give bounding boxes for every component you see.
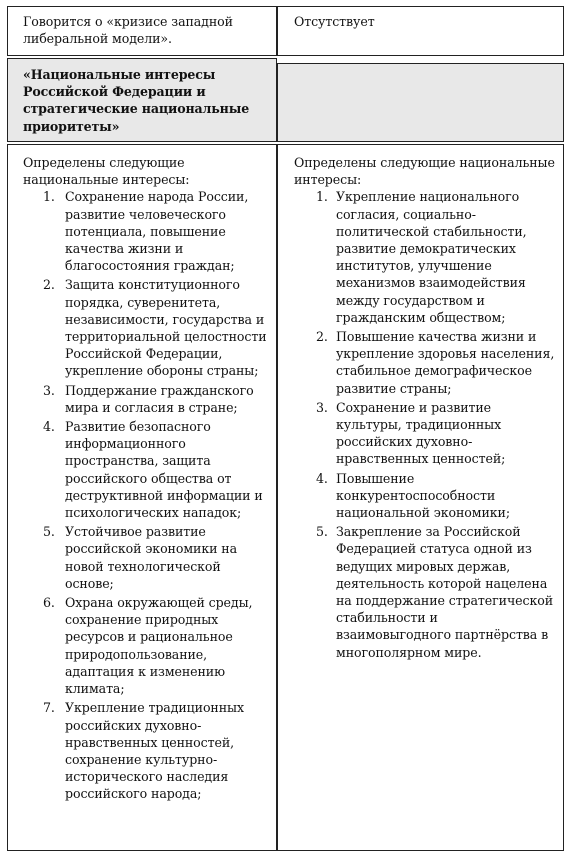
item-number: 6. bbox=[43, 595, 55, 611]
list-item bbox=[23, 699, 271, 802]
left-interests-list bbox=[23, 188, 271, 802]
list-item bbox=[294, 188, 556, 326]
right-intro: Определены следующие национальные интересы: bbox=[294, 155, 555, 188]
list-item bbox=[23, 188, 271, 274]
list-item bbox=[23, 276, 271, 379]
item-number: 4. bbox=[43, 419, 55, 435]
right-interests-block bbox=[294, 154, 556, 663]
item-text: Закрепление за Российской Федерацией статуса одной из ведущих мировых держав, деятельность которой нацелена на поддержание стратегической стабильности и взаимовыгодного партнёрства в многополярном мире. bbox=[336, 524, 554, 660]
item-number: 5. bbox=[43, 524, 55, 540]
item-number: 1. bbox=[316, 189, 328, 205]
list-item bbox=[294, 470, 556, 522]
list-item bbox=[294, 523, 556, 661]
row1-right-text: Отсутствует bbox=[294, 14, 375, 29]
row1-left-cell bbox=[7, 6, 277, 56]
list-item bbox=[23, 382, 271, 416]
item-number: 2. bbox=[43, 277, 55, 293]
item-text: Устойчивое развитие российской экономики на новой технологической основе; bbox=[65, 524, 237, 591]
list-item bbox=[294, 399, 556, 468]
section-heading: «Национальные интересы Российской Федерации и стратегические национальные приоритеты» bbox=[23, 67, 250, 134]
item-number: 7. bbox=[43, 700, 55, 716]
item-text: Укрепление традиционных российских духовно-нравственных ценностей, сохранение культурно-исторического наследия российского народа; bbox=[65, 700, 244, 802]
row3-right-cell bbox=[277, 144, 564, 851]
list-item bbox=[23, 523, 271, 592]
item-text: Развитие безопасного информационного пространства, защита российского общества от деструктивной информации и психологических нападок; bbox=[65, 419, 263, 521]
item-number: 3. bbox=[316, 399, 328, 415]
item-text: Сохранение и развитие культуры, традиционных российских духовно-нравственных ценностей; bbox=[336, 399, 506, 467]
item-number: 5. bbox=[316, 524, 328, 540]
list-item bbox=[23, 594, 271, 697]
item-text: Защита конституционного порядка, суверенитета, независимости, государства и территориальной целостности Российской Федерации, укрепление обороны страны; bbox=[65, 277, 267, 379]
item-text: Охрана окружающей среды, сохранение природных ресурсов и рациональное природопользование, адаптация к изменению климата; bbox=[65, 595, 253, 697]
right-interests-list bbox=[294, 188, 556, 660]
item-number: 2. bbox=[316, 329, 328, 345]
list-item bbox=[294, 328, 556, 397]
item-number: 4. bbox=[316, 470, 328, 486]
left-intro: Определены следующие национальные интересы: bbox=[23, 155, 190, 188]
row3-left-cell bbox=[7, 144, 277, 851]
row1-left-text: Говорится о «кризисе западной либеральной модели». bbox=[23, 14, 233, 47]
item-text: Повышение конкурентоспособности национальной экономики; bbox=[336, 470, 510, 521]
item-text: Сохранение народа России, развитие человеческого потенциала, повышение качества жизни и благосостояния граждан; bbox=[65, 189, 249, 274]
item-text: Поддержание гражданского мира и согласия в стране; bbox=[65, 382, 254, 415]
item-number: 3. bbox=[43, 382, 55, 398]
item-text: Укрепление национального согласия, социально-политической стабильности, развитие демократических институтов, улучшение механизмов взаимодействия между государством и гражданским обществом; bbox=[336, 189, 527, 325]
item-text: Повышение качества жизни и укрепление здоровья населения, стабильное демографическое развитие страны; bbox=[336, 329, 555, 396]
row2-left-cell bbox=[7, 58, 277, 142]
left-interests-block bbox=[23, 154, 271, 805]
row1-right-cell bbox=[277, 6, 564, 56]
row2-right-cell bbox=[277, 63, 564, 142]
list-item bbox=[23, 418, 271, 521]
item-number: 1. bbox=[43, 189, 55, 205]
